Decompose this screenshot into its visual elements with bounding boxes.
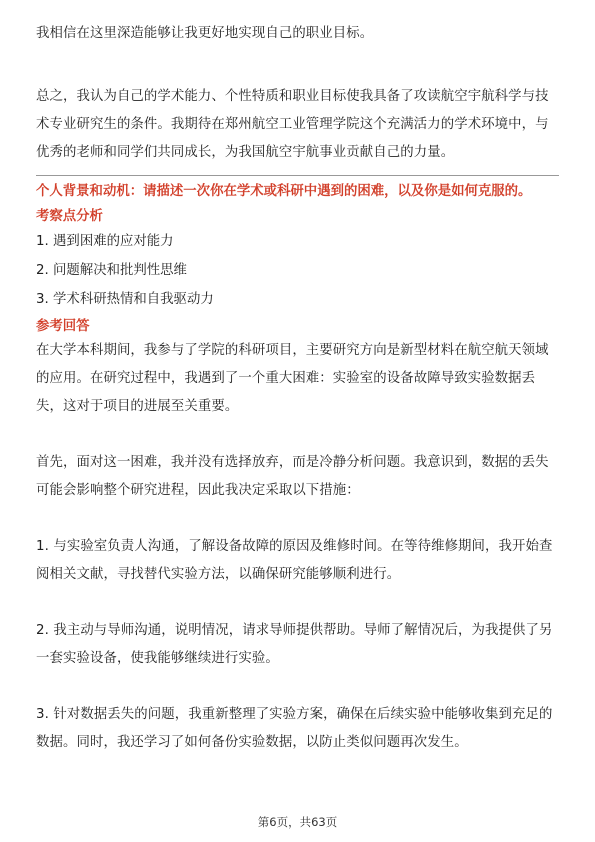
- intro-paragraph-1: 我相信在这里深造能够让我更好地实现自己的职业目标。: [36, 26, 374, 41]
- question-title: 个人背景和动机：请描述一次你在学术或科研中遇到的困难，以及你是如何克服的。: [36, 184, 532, 199]
- answer-paragraph-1: 在大学本科期间，我参与了学院的科研项目，主要研究方向是新型材料在航空航天领域的应用。在研究过程中，我遇到了一个重大困难：实验室的设备故障导致实验数据丢失，这对于项目的进展至关重要。: [36, 343, 549, 414]
- intro-paragraph-2: 总之，我认为自己的学术能力、个性特质和职业目标使我具备了攻读航空宇航科学与技术专业研究生的条件。我期待在郑州航空工业管理学院这个充满活力的学术环境中，与优秀的老师和同学们共同成长，为我国航空宇航事业贡献自己的力量。: [36, 89, 549, 160]
- paragraph-gap: [36, 48, 559, 76]
- answer-paragraph-5: 3. 针对数据丢失的问题，我重新整理了实验方案，确保在后续实验中能够收集到充足的数据。同时，我还学习了如何备份实验数据，以防止类似问题再次发生。: [36, 707, 553, 750]
- analysis-item-1: 1. 遇到困难的应对能力: [36, 234, 174, 249]
- answer-paragraph-3: 1. 与实验室负责人沟通，了解设备故障的原因及维修时间。在等待维修期间，我开始查阅相关文献，寻找替代实验方法，以确保研究能够顺利进行。: [36, 539, 553, 582]
- paragraph-gap: [36, 421, 559, 449]
- paragraph-gap: [36, 673, 559, 701]
- document-page: [36, 20, 559, 757]
- answer-paragraph-2: 首先，面对这一困难，我并没有选择放弃，而是冷静分析问题。我意识到，数据的丢失可能会影响整个研究进程，因此我决定采取以下措施：: [36, 455, 549, 498]
- section-divider: [36, 175, 559, 176]
- paragraph-gap: [36, 505, 559, 533]
- page-number-footer: 第6页，共63页: [257, 815, 338, 829]
- answer-heading: 参考回答: [36, 319, 90, 334]
- answer-paragraph-4: 2. 我主动与导师沟通，说明情况，请求导师提供帮助。导师了解情况后，为我提供了另一套实验设备，使我能够继续进行实验。: [36, 623, 553, 666]
- paragraph-gap: [36, 589, 559, 617]
- analysis-item-2: 2. 问题解决和批判性思维: [36, 263, 187, 278]
- analysis-heading: 考察点分析: [36, 209, 103, 224]
- analysis-item-3: 3. 学术科研热情和自我驱动力: [36, 292, 214, 307]
